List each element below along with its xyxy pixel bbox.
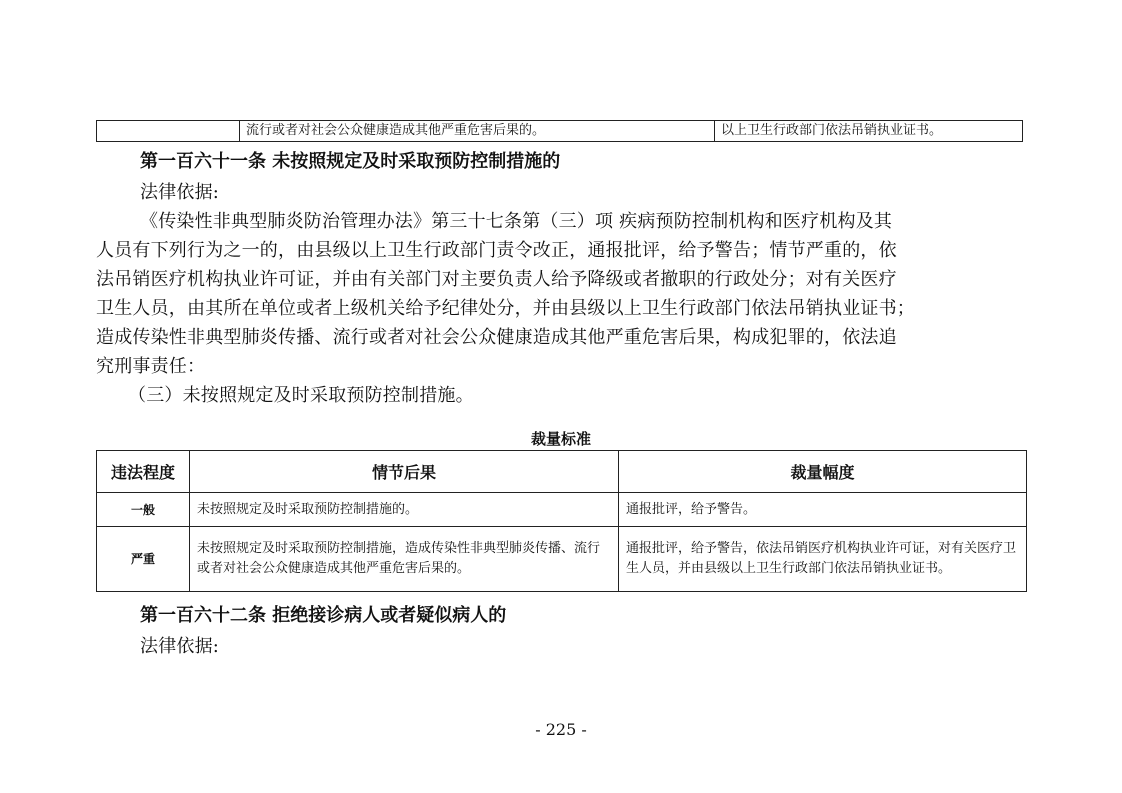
body-line: 究刑事责任： [96,356,206,377]
body-line: 《传染性非典型肺炎防治管理办法》第三十七条第（三）项 疾病预防控制机构和医疗机构及其 [140,211,893,232]
cell-level: 严重 [97,527,190,592]
cell-consequence: 未按照规定及时采取预防控制措施的。 [190,493,619,527]
body-line: 法吊销医疗机构执业许可证，并由有关部门对主要负责人给予降级或者撤职的行政处分；对有关医疗 [96,269,897,290]
table-row [97,493,1027,527]
cell-consequence: 未按照规定及时采取预防控制措施，造成传染性非典型肺炎传播、流行或者对社会公众健康造成其他严重危害后果的。 [190,527,619,592]
header-range: 裁量幅度 [619,451,1027,493]
article-162-basis-label: 法律依据: [140,636,220,657]
table-row [97,527,1027,592]
continuation-table [96,120,1023,142]
table-cell-level [97,121,240,142]
table-cell-consequence: 流行或者对社会公众健康造成其他严重危害后果的。 [240,121,715,142]
table-header-row [97,451,1027,493]
table-caption: 裁量标准 [530,430,591,448]
header-level: 违法程度 [97,451,190,493]
cell-level: 一般 [97,493,190,527]
cell-range: 通报批评，给予警告，依法吊销医疗机构执业许可证，对有关医疗卫生人员，并由县级以上卫生行政部门依法吊销执业证书。 [619,527,1027,592]
body-line: 人员有下列行为之一的，由县级以上卫生行政部门责令改正，通报批评，给予警告；情节严重的，依 [96,240,897,261]
page-number: - 225 - [535,720,587,739]
header-consequence: 情节后果 [190,451,619,493]
article-162-title: 第一百六十二条 拒绝接诊病人或者疑似病人的 [140,605,507,626]
table-row [97,121,1023,142]
article-161-item: （三）未按照规定及时采取预防控制措施。 [128,385,474,406]
discretion-standard-table [96,450,1027,592]
cell-range: 通报批评，给予警告。 [619,493,1027,527]
body-line: 卫生人员，由其所在单位或者上级机关给予纪律处分，并由县级以上卫生行政部门依法吊销执业证书； [96,298,915,319]
table-cell-range: 以上卫生行政部门依法吊销执业证书。 [715,121,1023,142]
article-161-basis-label: 法律依据: [140,182,220,203]
body-line: 造成传染性非典型肺炎传播、流行或者对社会公众健康造成其他严重危害后果，构成犯罪的，依法追 [96,327,897,348]
article-161-title: 第一百六十一条 未按照规定及时采取预防控制措施的 [140,151,561,172]
